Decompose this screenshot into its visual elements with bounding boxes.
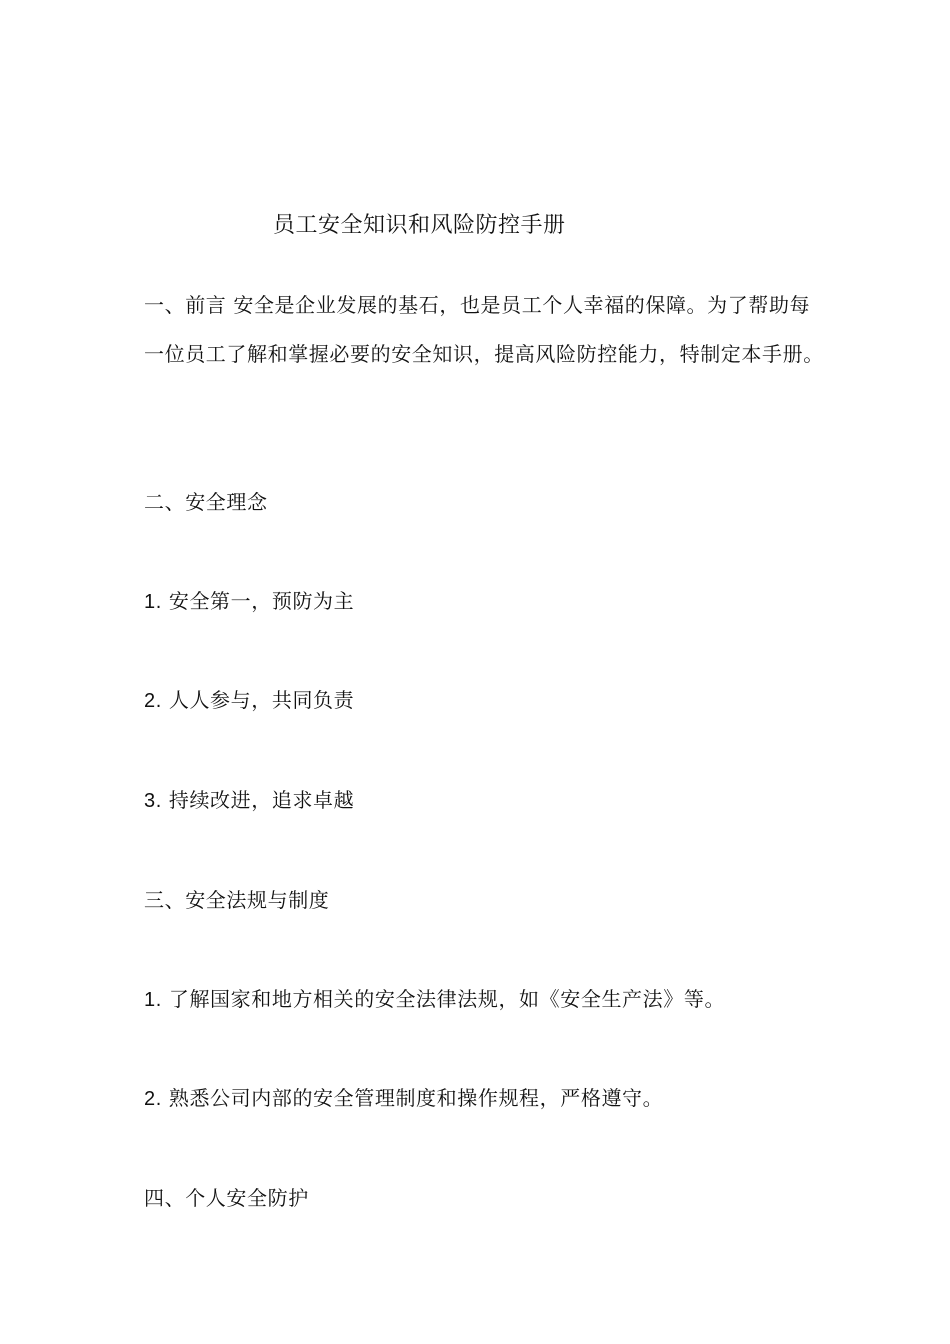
list-item-text: 持续改进，追求卓越	[168, 788, 355, 812]
section-4-heading: 四、个人安全防护	[144, 1186, 309, 1210]
section-2-heading: 二、安全理念	[144, 490, 268, 514]
list-item-number: 2.	[144, 1088, 162, 1110]
list-item	[144, 585, 354, 614]
list-item	[144, 684, 354, 713]
list-item-text: 熟悉公司内部的安全管理制度和操作规程，严格遵守。	[168, 1086, 664, 1110]
list-item	[144, 1082, 663, 1111]
list-item	[144, 983, 725, 1012]
list-item-text: 人人参与，共同负责	[168, 688, 355, 712]
list-item-number: 1.	[144, 591, 162, 613]
list-item-number: 1.	[144, 989, 162, 1011]
document-title: 员工安全知识和风险防控手册	[273, 213, 566, 238]
preface-paragraph: 一、前言 安全是企业发展的基石，也是员工个人幸福的保障。为了帮助每一位员工了解和掌握必要的安全知识，提高风险防控能力，特制定本手册。	[144, 293, 824, 366]
list-item-text: 了解国家和地方相关的安全法律法规，如《安全生产法》等。	[168, 987, 726, 1011]
list-item-number: 2.	[144, 690, 162, 712]
section-3-heading: 三、安全法规与制度	[144, 888, 330, 912]
list-item	[144, 784, 354, 813]
list-item-number: 3.	[144, 790, 162, 812]
list-item-text: 安全第一，预防为主	[168, 589, 355, 613]
